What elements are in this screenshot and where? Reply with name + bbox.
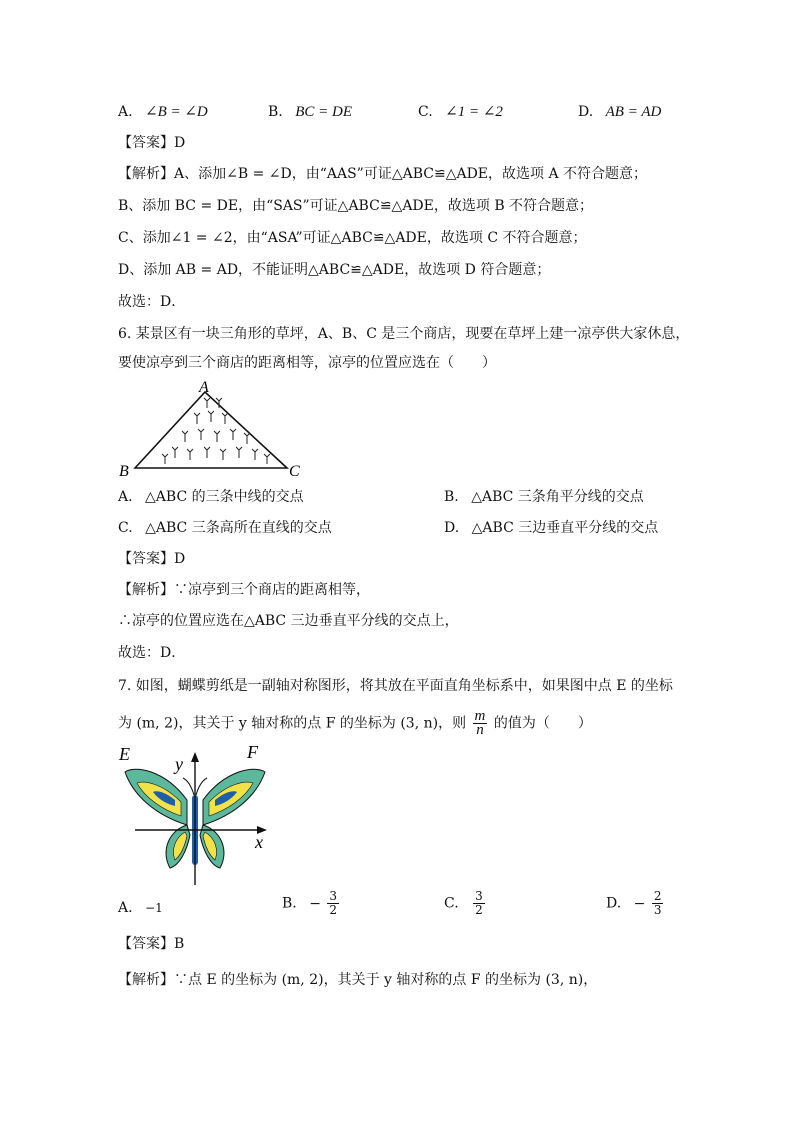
option-text: ∠1 = ∠2 (445, 104, 503, 120)
option-text: −1 (145, 901, 163, 915)
q6-analysis-line: 【解析】∵凉亭到三个商店的距离相等， (118, 582, 370, 598)
option-label: C. (444, 895, 459, 912)
q6-option-b (444, 487, 644, 507)
q7-option-c (444, 890, 487, 917)
option-fraction (652, 890, 664, 917)
q6-conclusion: 故选：D． (118, 645, 186, 661)
option-text: △ABC 的三条中线的交点 (145, 489, 304, 505)
option-label: B. (268, 104, 283, 120)
option-text: AB = AD (605, 104, 662, 120)
q7-stem-text: 为 (m, 2)，其关于 y 轴对称的点 F 的坐标为 (3, n)，则 (118, 715, 467, 732)
fraction-numerator: 2 (653, 889, 662, 903)
option-text: △ABC 三条角平分线的交点 (471, 489, 644, 505)
option-label: B. (444, 489, 459, 505)
option-fraction (327, 890, 339, 917)
fraction-denominator: 2 (475, 903, 483, 917)
option-label: A. (118, 489, 133, 505)
point-label-f: F (247, 742, 258, 762)
q6-analysis-line: ∴凉亭的位置应选在△ABC 三边垂直平分线的交点上， (118, 613, 459, 629)
option-fraction (473, 890, 485, 917)
q6-option-d (444, 518, 658, 538)
q6-option-c (118, 518, 332, 538)
q6-answer: 【答案】D (118, 551, 186, 567)
q5-analysis-line: B、添加 BC = DE，由“SAS”可证△ABC≌△ADE，故选项 B 不符合题意； (118, 198, 594, 214)
fraction-numerator: 3 (329, 889, 338, 903)
q7-option-a (118, 898, 163, 918)
q5-answer: 【答案】D (118, 135, 186, 151)
q5-option-b (268, 102, 352, 122)
option-text: BC = DE (295, 104, 352, 120)
q7-analysis-line: 【解析】∵点 E 的坐标为 (m, 2)，其关于 y 轴对称的点 F 的坐标为 (3, n)， (118, 972, 598, 988)
q6-option-a (118, 487, 304, 507)
option-sign: − (633, 895, 646, 912)
option-label: D. (578, 104, 594, 120)
q5-option-a (118, 102, 208, 122)
q7-option-d (606, 890, 665, 917)
q6-stem-line: 6. 某景区有一块三角形的草坪，A、B、C 是三个商店，现要在草坪上建一凉亭供大家休息， (118, 326, 690, 342)
vertex-label-b: B (119, 463, 129, 478)
m-over-n-fraction (473, 710, 488, 737)
option-label: D. (444, 520, 460, 536)
option-label: A. (118, 104, 133, 120)
option-label: D. (606, 895, 622, 912)
vertex-label-c: C (289, 463, 300, 478)
option-label: C. (118, 520, 133, 536)
option-text: △ABC 三边垂直平分线的交点 (471, 520, 659, 536)
q5-conclusion: 故选：D． (118, 294, 186, 310)
fraction-denominator: 3 (653, 903, 662, 917)
option-label: A. (118, 900, 133, 916)
q5-analysis-line: 【解析】A、添加∠B = ∠D，由“AAS”可证△ABC≌△ADE，故选项 A 不符合题意； (118, 166, 648, 182)
q7-stem-line2 (118, 710, 592, 737)
q6-triangle-figure (115, 378, 315, 478)
fraction-denominator: 2 (329, 903, 338, 917)
triangle-lawn (135, 392, 287, 468)
q5-option-d (578, 102, 661, 122)
q5-option-c (418, 102, 503, 122)
fraction-numerator: 3 (475, 889, 483, 903)
axis-label-y: y (175, 754, 183, 774)
vertex-label-a: A (199, 379, 209, 396)
q7-butterfly-figure (115, 740, 275, 890)
fraction-denominator: n (476, 722, 484, 738)
q5-analysis-line: C、添加∠1 = ∠2，由“ASA”可证△ABC≌△ADE，故选项 C 不符合题意； (118, 230, 587, 246)
q7-answer: 【答案】B (118, 936, 185, 952)
option-label: B. (282, 895, 297, 912)
option-sign: − (309, 895, 321, 912)
option-label: C. (418, 104, 433, 120)
q6-stem-line: 要使凉亭到三个商店的距离相等，凉亭的位置应选在（ ） (118, 355, 496, 371)
q5-analysis-line: D、添加 AB = AD，不能证明△ABC≌△ADE，故选项 D 符合题意； (118, 262, 551, 278)
axis-label-x: x (255, 832, 263, 852)
q7-stem-line: 7. 如图，蝴蝶剪纸是一副轴对称图形，将其放在平面直角坐标系中，如果图中点 E 的坐标 (118, 678, 673, 694)
q7-stem-text: 的值为（ ） (493, 715, 592, 732)
option-text: ∠B = ∠D (145, 104, 208, 120)
grass-pattern (162, 398, 270, 464)
point-label-e: E (119, 744, 130, 764)
option-text: △ABC 三条高所在直线的交点 (145, 520, 332, 536)
q7-option-b (282, 890, 341, 917)
fraction-numerator: m (474, 708, 486, 724)
